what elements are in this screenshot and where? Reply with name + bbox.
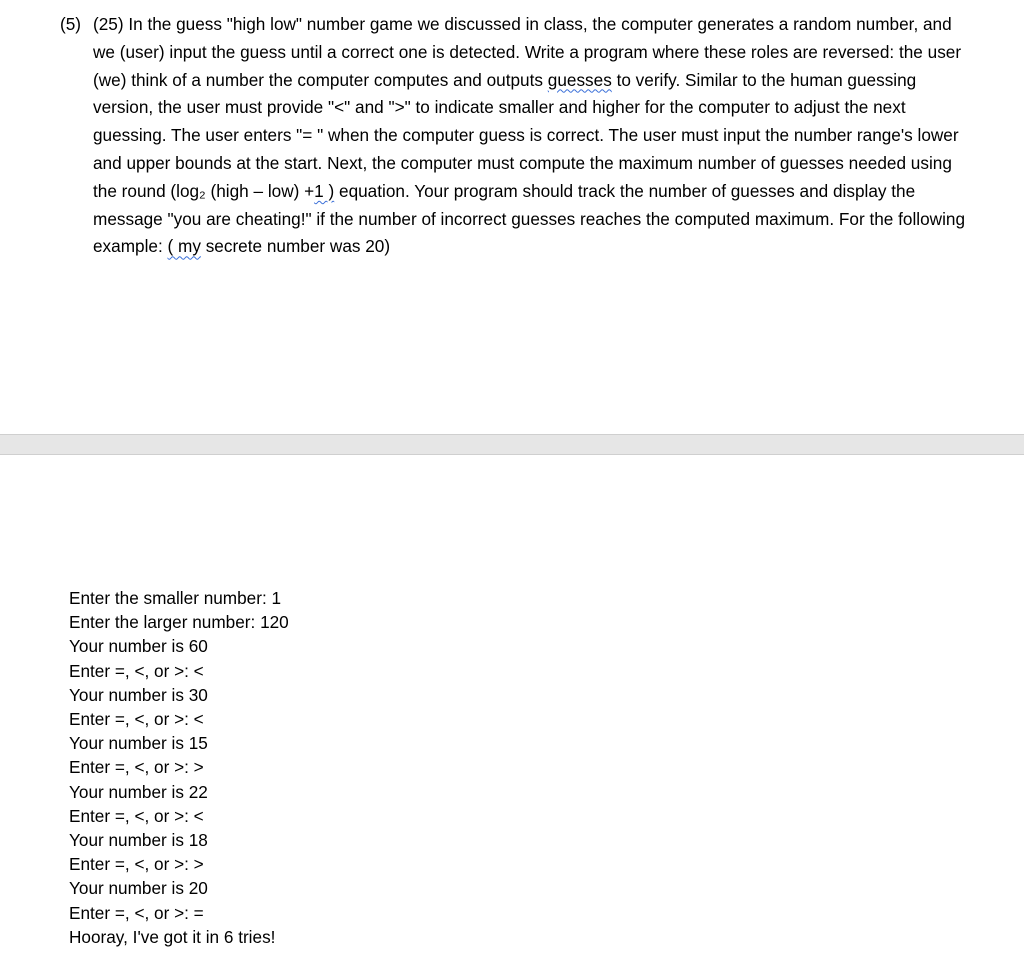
output-line: Enter =, <, or >: < [69,660,204,681]
spellcheck-word-one-paren[interactable]: 1 ) [314,180,335,201]
problem-text-part-1: (25) In the guess "high low" number game we discussed in class, the computer generates a random number, and we (user) input the guess until a correct one is detected. Write a program where these roles are reversed: the user (we) think of a number the computer computes and outputs [93,14,962,90]
output-line: Your number is 18 [69,830,208,851]
output-line: Your number is 22 [69,781,208,802]
output-line: Your number is 30 [69,684,208,705]
problem-number: (5) [60,14,82,34]
document-page-2 [0,455,1024,966]
spellcheck-word-open-my[interactable]: ( my [167,236,201,257]
output-line: Your number is 60 [69,636,208,657]
output-line: Enter =, <, or >: = [69,902,204,923]
output-line: Enter =, <, or >: > [69,757,204,778]
output-line: Your number is 20 [69,878,208,899]
output-line: Enter the larger number: 120 [69,612,289,633]
page-break-gap [0,434,1024,455]
output-line: Enter the smaller number: 1 [69,588,282,608]
sample-output [69,586,289,949]
document-page-1 [0,0,1024,434]
problem-text-part-3: equation. Your program should track the number of guesses and display the message "you are cheating!" if the number of incorrect guesses reaches the computed maximum. For the following example: [93,180,966,257]
spellcheck-word-guesses[interactable]: guesses [547,69,612,90]
output-line: Enter =, <, or >: < [69,805,204,826]
problem-text-part-4: secrete number was 20) [200,236,391,257]
problem-statement [60,11,965,261]
problem-text [93,11,965,261]
output-line: Your number is 15 [69,733,208,754]
output-line: Enter =, <, or >: > [69,854,204,875]
problem-text-part-2: to verify. Similar to the human guessing version, the user must provide "<" and ">" to indicate smaller and higher for the computer to adjust the next guessing. The user enters "= " when the computer guess is correct. The user must input the number range's lower and upper bounds at the start. Next, the computer must compute the maximum number of guesses needed using the round (log₂ (high – low) + [93,69,959,201]
output-line: Enter =, <, or >: < [69,709,204,730]
output-line: Hooray, I've got it in 6 tries! [69,926,276,947]
